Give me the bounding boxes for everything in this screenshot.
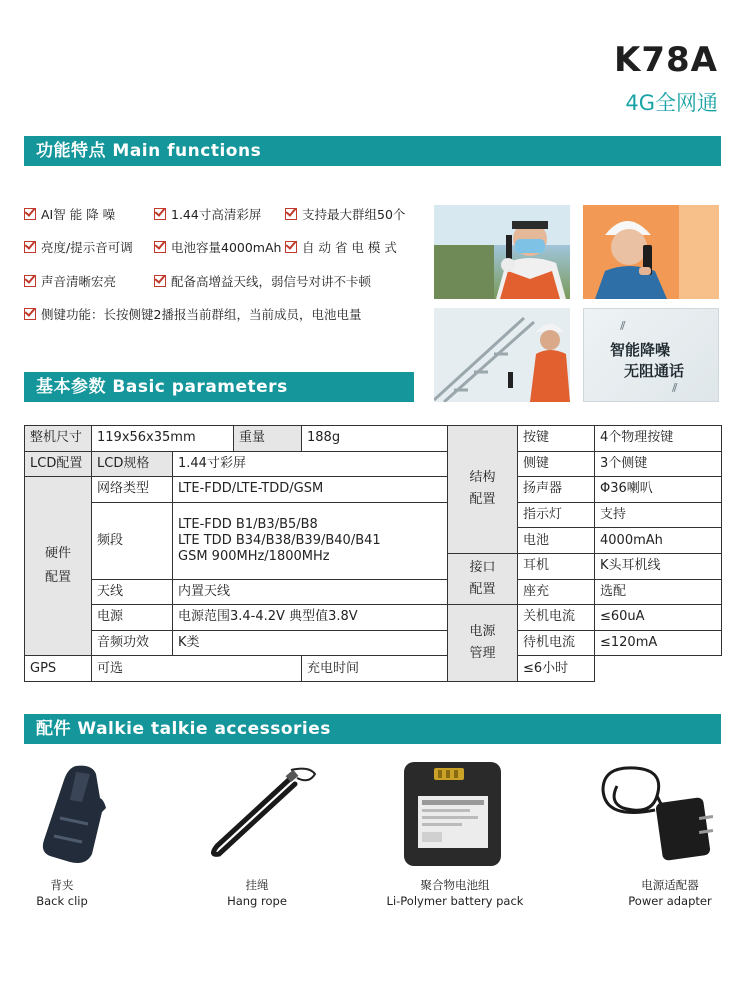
side-key-value: 3个侧键 xyxy=(595,451,722,477)
band-value xyxy=(173,502,448,579)
worker-stairs-illustration xyxy=(434,308,570,402)
table-row xyxy=(25,605,722,631)
network-subtitle: 4G全网通 xyxy=(625,91,718,115)
feature-item: 亮度/提示音可调 xyxy=(24,238,133,256)
accessory-cn-label: 背夹 xyxy=(50,878,74,892)
feature-item: 侧键功能：长按侧键2播报当前群组，当前成员，电池电量 xyxy=(24,305,361,323)
accessory-cn-label: 聚合物电池组 xyxy=(420,878,490,892)
feature-item: 自 动 省 电 模 式 xyxy=(285,238,397,256)
accessory-back-clip xyxy=(12,877,112,909)
lcd-value: 1.44寸彩屏 xyxy=(173,451,448,477)
band-label: 频段 xyxy=(92,502,173,579)
model-name: K78A xyxy=(614,40,718,80)
accessory-en-label: Back clip xyxy=(36,894,88,908)
led-value: 支持 xyxy=(595,502,722,528)
charge-value: ≤6小时 xyxy=(518,656,595,682)
power-label: 电源 xyxy=(92,605,173,631)
back-clip-image xyxy=(30,762,125,867)
slash-decoration: // xyxy=(672,381,676,394)
audio-label: 音频功效 xyxy=(92,630,173,656)
slash-decoration: // xyxy=(620,319,624,332)
battery-pack-icon xyxy=(400,758,505,870)
dock-value: 选配 xyxy=(595,579,722,605)
band-line: GSM 900MHz/1800MHz xyxy=(178,548,330,564)
caption-line-2: 无阻通话 xyxy=(624,362,685,380)
band-line: LTE-FDD B1/B3/B5/B8 xyxy=(178,516,318,532)
feature-item: 支持最大群组50个 xyxy=(285,205,405,223)
weight-value: 188g xyxy=(302,426,448,452)
size-label: 整机尺寸 xyxy=(25,426,92,452)
worker-helmet-illustration xyxy=(583,205,719,299)
accessory-cn-label: 挂绳 xyxy=(245,878,269,892)
accessory-hang-rope xyxy=(207,877,307,909)
earphone-value: K头耳机线 xyxy=(595,553,722,579)
led-label: 指示灯 xyxy=(518,502,595,528)
gps-label: GPS xyxy=(25,656,92,682)
keys-label: 按键 xyxy=(518,426,595,452)
table-row xyxy=(25,426,722,452)
off-current-value: ≤60uA xyxy=(595,605,722,631)
dock-label: 座充 xyxy=(518,579,595,605)
section-bar-functions: 功能特点 Main functions xyxy=(24,136,721,166)
section-bar-accessories: 配件 Walkie talkie accessories xyxy=(24,714,721,744)
antenna-value: 内置天线 xyxy=(173,579,448,605)
check-icon xyxy=(285,241,297,253)
accessory-cn-label: 电源适配器 xyxy=(641,878,699,892)
section-bar-basic: 基本参数 Basic parameters xyxy=(24,372,414,402)
feature-item: AI智 能 降 噪 xyxy=(24,205,115,223)
table-row xyxy=(25,451,722,477)
table-row xyxy=(25,630,722,656)
check-icon xyxy=(24,275,36,287)
standby-value: ≤120mA xyxy=(595,630,722,656)
check-icon xyxy=(154,208,166,220)
check-icon xyxy=(285,208,297,220)
spec-table xyxy=(24,425,722,682)
standby-label: 待机电流 xyxy=(518,630,595,656)
earphone-label: 耳机 xyxy=(518,553,595,579)
table-row xyxy=(25,656,722,682)
battery-label: 电池 xyxy=(518,528,595,554)
charge-label: 充电时间 xyxy=(302,656,448,682)
check-icon xyxy=(154,275,166,287)
battery-value: 4000mAh xyxy=(595,528,722,554)
band-line: LTE TDD B34/B38/B39/B40/B41 xyxy=(178,532,381,548)
size-value: 119x56x35mm xyxy=(92,426,234,452)
battery-pack-image xyxy=(400,758,505,870)
photo-worker-helmet xyxy=(583,205,719,299)
network-value: LTE-FDD/LTE-TDD/GSM xyxy=(173,477,448,503)
gps-value: 可选 xyxy=(92,656,302,682)
powermgmt-group-label: 电源管理 xyxy=(448,605,518,682)
audio-value: K类 xyxy=(173,630,448,656)
check-icon xyxy=(154,241,166,253)
speaker-value: Φ36喇叭 xyxy=(595,477,722,503)
table-row xyxy=(25,477,722,503)
back-clip-icon xyxy=(30,762,125,867)
antenna-label: 天线 xyxy=(92,579,173,605)
photo-caption-panel xyxy=(583,308,719,402)
worker-mask-illustration xyxy=(434,205,570,299)
interface-group-label: 接口配置 xyxy=(448,553,518,604)
table-row xyxy=(25,502,722,528)
photo-worker-stairs xyxy=(434,308,570,402)
accessory-en-label: Li-Polymer battery pack xyxy=(386,894,524,908)
photo-worker-mask xyxy=(434,205,570,299)
check-icon xyxy=(24,208,36,220)
hang-rope-image xyxy=(205,762,325,872)
check-icon xyxy=(24,308,36,320)
feature-item: 声音清晰宏亮 xyxy=(24,272,116,290)
accessory-en-label: Hang rope xyxy=(227,894,287,908)
hang-rope-icon xyxy=(205,762,325,872)
speaker-label: 扬声器 xyxy=(518,477,595,503)
accessory-power-adapter xyxy=(620,877,720,909)
feature-item: 电池容量4000mAh xyxy=(154,238,281,256)
lcd-label: LCD规格 xyxy=(92,451,173,477)
structure-group-label: 结构配置 xyxy=(448,426,518,554)
check-icon xyxy=(24,241,36,253)
feature-item: 1.44寸高清彩屏 xyxy=(154,205,261,223)
weight-label: 重量 xyxy=(234,426,302,452)
power-value: 电源范围3.4-4.2V 典型值3.8V xyxy=(173,605,448,631)
off-current-label: 关机电流 xyxy=(518,605,595,631)
side-key-label: 侧键 xyxy=(518,451,595,477)
accessory-en-label: Power adapter xyxy=(628,894,712,908)
keys-value: 4个物理按键 xyxy=(595,426,722,452)
power-adapter-image xyxy=(595,760,720,868)
lcd-group-label: LCD配置 xyxy=(25,451,92,477)
caption-line-1: 智能降噪 xyxy=(610,341,671,359)
table-row xyxy=(25,579,722,605)
accessory-battery-pack xyxy=(382,877,528,909)
hardware-group-label: 硬件配置 xyxy=(25,477,92,656)
feature-item: 配备高增益天线，弱信号对讲不卡顿 xyxy=(154,272,371,290)
power-adapter-icon xyxy=(595,760,720,868)
network-label: 网络类型 xyxy=(92,477,173,503)
